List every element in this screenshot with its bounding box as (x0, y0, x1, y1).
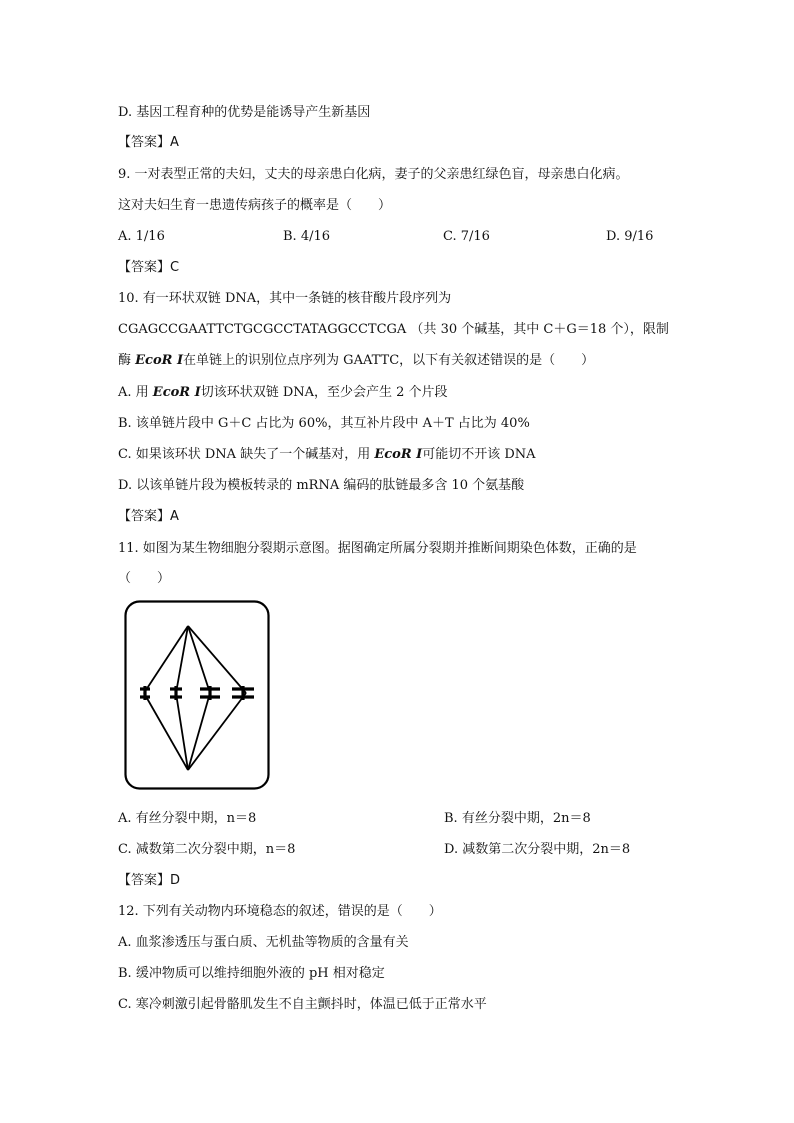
q12-option-b: B. 缓冲物质可以维持细胞外液的 pH 相对稳定 (118, 966, 385, 981)
q10-option-d: D. 以该单链片段为模板转录的 mRNA 编码的肽链最多含 10 个氨基酸 (118, 478, 525, 493)
q8-option-d: D. 基因工程育种的优势是能诱导产生新基因 (118, 105, 371, 120)
q9-stem-line-1: 9. 一对表型正常的夫妇，丈夫的母亲患白化病，妻子的父亲患红绿色盲，母亲患白化病。 (118, 167, 629, 182)
q9-option-c: C. 7/16 (443, 229, 490, 244)
q10-stem-line-3-prefix: 酶 (118, 353, 136, 368)
q10-option-a (118, 383, 448, 403)
q10-stem-line-2: CGAGCCGAATTCTGCGCCTATAGGCCTCGA （共 30 个碱基，其中 C＋G＝18 个），限制 (118, 322, 669, 337)
q12-option-a: A. 血浆渗透压与蛋白质、无机盐等物质的含量有关 (118, 935, 409, 950)
q10-enzyme-name: EcoR Ⅰ (135, 353, 184, 368)
q11-option-a: A. 有丝分裂中期，n＝8 (118, 811, 257, 826)
chromosome-2 (170, 686, 182, 700)
q10-option-a-prefix: A. 用 (118, 385, 153, 400)
q9-option-a: A. 1/16 (118, 229, 165, 244)
cell-division-figure (124, 600, 270, 790)
q12-option-c: C. 寒冷刺激引起骨骼肌发生不自主颤抖时，体温已低于正常水平 (118, 997, 487, 1012)
q11-option-c: C. 减数第二次分裂中期，n＝8 (118, 842, 296, 857)
q11-option-b: B. 有丝分裂中期，2n＝8 (444, 811, 591, 826)
chromosome-4 (232, 686, 254, 700)
chromosome-1 (140, 686, 150, 700)
q11-option-d: D. 减数第二次分裂中期，2n＝8 (444, 842, 631, 857)
q10-option-c (118, 445, 536, 465)
q9-answer: 【答案】C (118, 260, 180, 275)
q11-stem-line-1: 11. 如图为某生物细胞分裂期示意图。据图确定所属分裂期并推断间期染色体数，正确的是 (118, 541, 637, 556)
q9-stem-line-2: 这对夫妇生育一患遗传病孩子的概率是（ ） (118, 198, 392, 213)
q10-option-a-enzyme: EcoR Ⅰ (152, 385, 201, 400)
q10-answer: 【答案】A (118, 509, 179, 524)
chromosome-3 (200, 686, 220, 700)
q9-option-b: B. 4/16 (283, 229, 331, 244)
spindle-fibers (144, 626, 246, 770)
q10-stem-line-3 (118, 351, 594, 371)
q11-answer: 【答案】D (118, 873, 181, 888)
q10-stem-line-1: 10. 有一环状双链 DNA，其中一条链的核苷酸片段序列为 (118, 291, 452, 306)
q10-option-c-suffix: 可能切不开该 DNA (422, 447, 536, 462)
q8-answer: 【答案】A (118, 135, 179, 150)
chromosomes (140, 686, 254, 700)
q10-option-c-enzyme: EcoR Ⅰ (374, 447, 423, 462)
q10-option-b: B. 该单链片段中 G＋C 占比为 60%，其互补片段中 A＋T 占比为 40% (118, 416, 530, 431)
q10-option-a-suffix: 切该环状双链 DNA，至少会产生 2 个片段 (200, 385, 448, 400)
cell-outline (126, 602, 269, 789)
q11-stem-line-2: （ ） (118, 571, 171, 586)
q12-stem: 12. 下列有关动物内环境稳态的叙述，错误的是（ ） (118, 904, 442, 919)
q10-stem-line-3-suffix: 在单链上的识别位点序列为 GAATTC，以下有关叙述错误的是（ ） (183, 353, 595, 368)
q10-option-c-prefix: C. 如果该环状 DNA 缺失了一个碱基对，用 (118, 447, 375, 462)
q9-option-d: D. 9/16 (606, 229, 654, 244)
